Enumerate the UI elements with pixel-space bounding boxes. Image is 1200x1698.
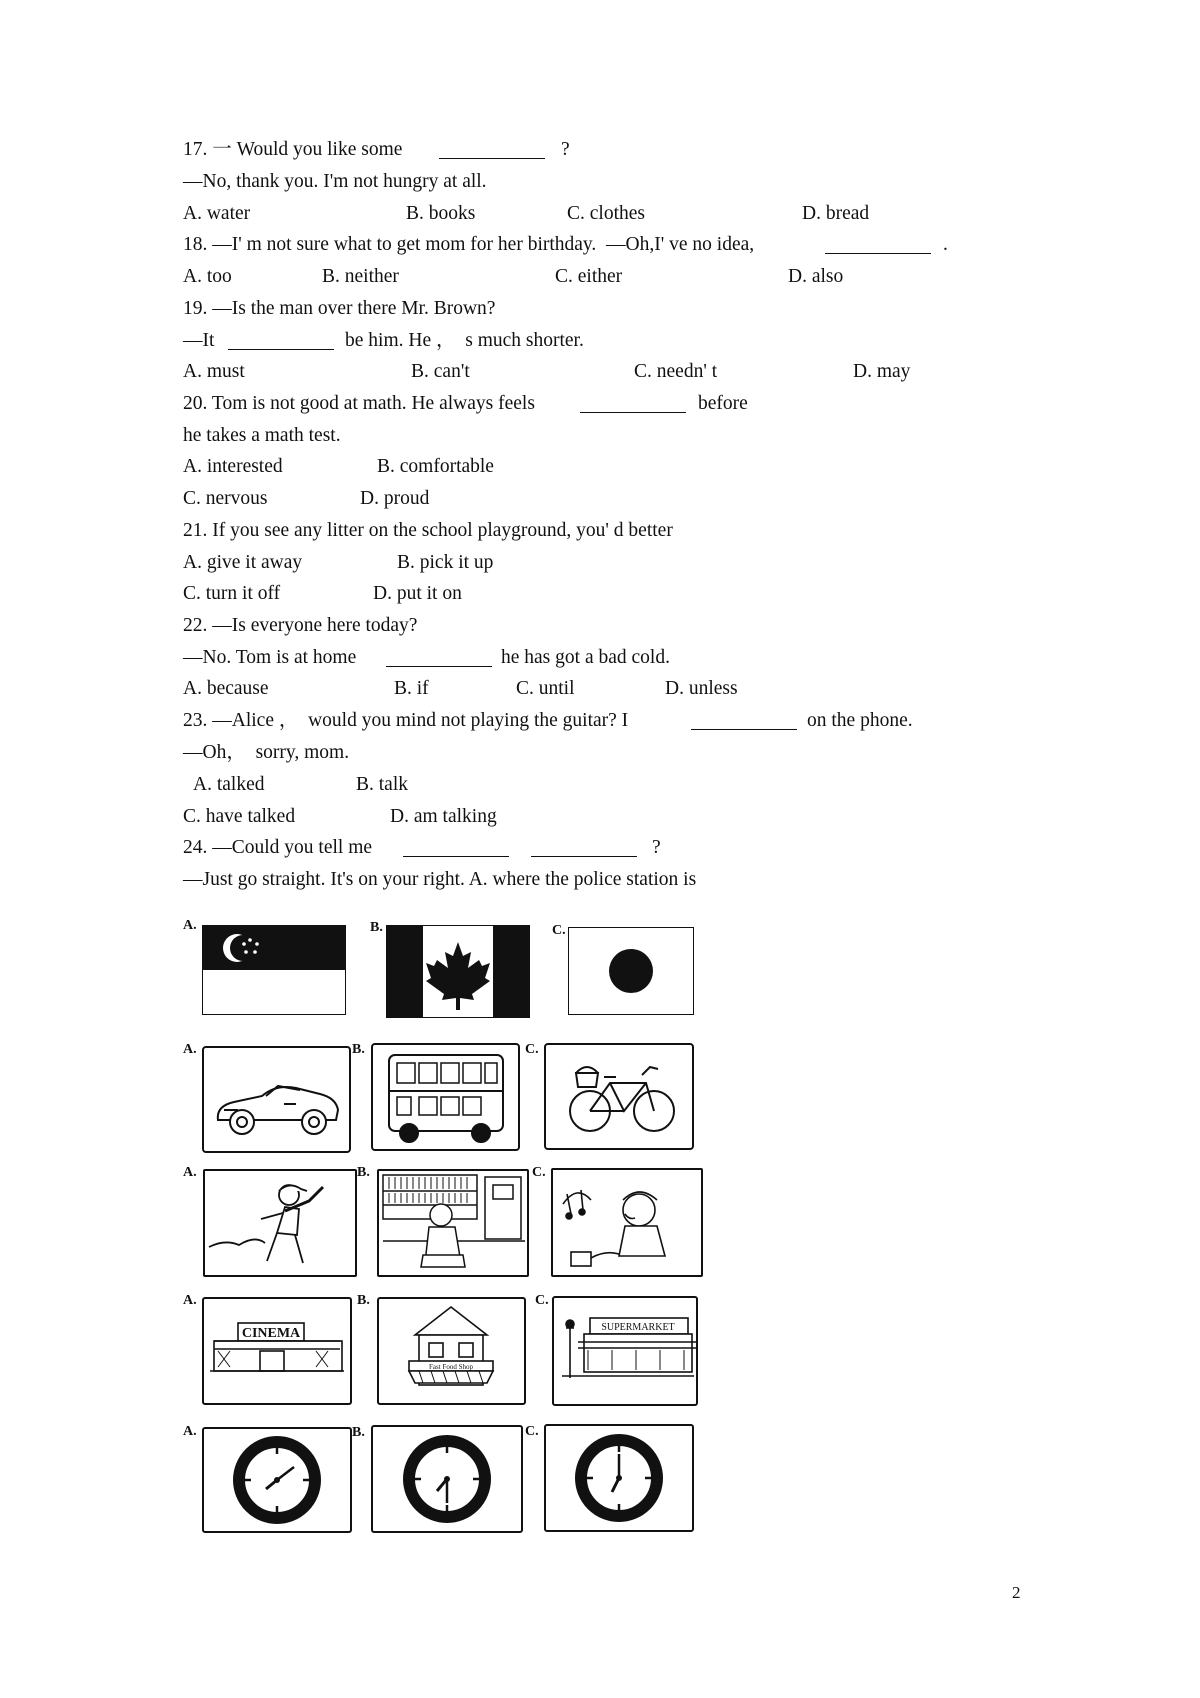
q20-blank[interactable] (580, 394, 686, 420)
row2-label-b: B. (352, 1042, 365, 1057)
q24-reply: —Just go straight. It's on your right. A. where the police station is (183, 869, 697, 890)
cinema-building-icon[interactable] (202, 1297, 352, 1405)
q17-option-a[interactable]: A. water (183, 203, 251, 224)
q20-stem: 20. Tom is not good at math. He always feels (183, 393, 535, 414)
q19-stem: 19. —Is the man over there Mr. Brown? (183, 298, 496, 319)
q23-option-c[interactable]: C. have talked (183, 806, 296, 827)
q19-reply-b: be him. He ， s much shorter. (345, 330, 584, 351)
row3-label-c: C. (532, 1165, 546, 1180)
q17-reply: —No, thank you. I'm not hungry at all. (183, 171, 487, 192)
q19-option-b[interactable]: B. can't (411, 361, 470, 382)
q18-option-b[interactable]: B. neither (322, 266, 399, 287)
q22-stem: 22. —Is everyone here today? (183, 615, 418, 636)
q24-stem: 24. —Could you tell me (183, 837, 373, 858)
q18-stem: 18. —I' m not sure what to get mom for her birthday. —Oh,I' ve no idea, (183, 234, 755, 255)
q19-blank[interactable] (228, 331, 334, 357)
fast-food-shop-icon[interactable] (377, 1297, 526, 1405)
row4-label-a: A. (183, 1293, 197, 1308)
row5-label-c: C. (525, 1424, 539, 1439)
q23-stem-b: on the phone. (807, 710, 913, 731)
q22-option-b[interactable]: B. if (394, 678, 429, 699)
car-icon[interactable] (202, 1046, 351, 1153)
row5-label-a: A. (183, 1424, 197, 1439)
q18-mark: . (943, 234, 948, 255)
q21-option-c[interactable]: C. turn it off (183, 583, 281, 604)
q24-blank-1[interactable] (403, 838, 509, 864)
row3-label-a: A. (183, 1165, 197, 1180)
page-number: 2 (1012, 1583, 1021, 1602)
q17-stem: 17. 一 Would you like some (183, 139, 403, 160)
q23-option-b[interactable]: B. talk (356, 774, 408, 795)
q22-option-d[interactable]: D. unless (665, 678, 738, 699)
clock-icon[interactable] (544, 1424, 694, 1532)
girl-reading-icon[interactable] (377, 1169, 529, 1277)
singapore-flag-icon[interactable] (202, 925, 346, 1015)
row1-label-a: A. (183, 918, 197, 933)
q18-blank[interactable] (825, 235, 931, 261)
q20-option-c[interactable]: C. nervous (183, 488, 268, 509)
row4-label-c: C. (535, 1293, 549, 1308)
girl-listening-music-icon[interactable] (551, 1168, 703, 1277)
q24-mark: ? (652, 837, 661, 858)
q18-option-c[interactable]: C. either (555, 266, 623, 287)
fast-food-sign-text: Fast Food Shop (429, 1363, 473, 1371)
q20-option-b[interactable]: B. comfortable (377, 456, 494, 477)
q21-option-a[interactable]: A. give it away (183, 552, 303, 573)
clock-icon[interactable] (202, 1427, 352, 1533)
row4-label-b: B. (357, 1293, 370, 1308)
double-decker-bus-icon[interactable] (371, 1043, 520, 1151)
q19-option-c[interactable]: C. needn' t (634, 361, 718, 382)
q22-option-a[interactable]: A. because (183, 678, 269, 699)
q23-reply: —Oh， sorry, mom. (183, 742, 350, 763)
q23-option-a[interactable]: A. talked (193, 774, 265, 795)
q24-blank-2[interactable] (531, 838, 637, 864)
japan-flag-icon[interactable] (568, 927, 694, 1015)
q23-blank[interactable] (691, 711, 797, 737)
q22-option-c[interactable]: C. until (516, 678, 575, 699)
q19-option-a[interactable]: A. must (183, 361, 245, 382)
supermarket-building-icon[interactable] (552, 1296, 698, 1406)
q17-option-b[interactable]: B. books (406, 203, 476, 224)
q19-reply-a: —It (183, 330, 215, 351)
q22-reply-b: he has got a bad cold. (501, 647, 670, 668)
q20-option-a[interactable]: A. interested (183, 456, 283, 477)
canada-flag-icon[interactable] (386, 925, 530, 1018)
q17-option-d[interactable]: D. bread (802, 203, 870, 224)
q23-option-d[interactable]: D. am talking (390, 806, 497, 827)
q20-stem-b: before (698, 393, 748, 414)
row2-label-a: A. (183, 1042, 197, 1057)
q23-stem: 23. —Alice ， would you mind not playing the guitar? I (183, 710, 629, 731)
q21-option-b[interactable]: B. pick it up (397, 552, 494, 573)
q22-blank[interactable] (386, 648, 492, 674)
q18-option-a[interactable]: A. too (183, 266, 232, 287)
supermarket-sign-text: SUPERMARKET (601, 1322, 675, 1333)
q17-option-c[interactable]: C. clothes (567, 203, 645, 224)
q18-option-d[interactable]: D. also (788, 266, 844, 287)
q22-reply-a: —No. Tom is at home (183, 647, 357, 668)
q21-stem: 21. If you see any litter on the school playground, you' d better (183, 520, 673, 541)
cinema-sign-text: CINEMA (241, 1326, 301, 1341)
bicycle-icon[interactable] (544, 1043, 694, 1150)
baseball-player-icon[interactable] (203, 1169, 357, 1277)
row2-label-c: C. (525, 1042, 539, 1057)
q17-mark: ? (561, 139, 570, 160)
q20-stem-c: he takes a math test. (183, 425, 341, 446)
clock-icon[interactable] (371, 1425, 523, 1533)
q17-blank[interactable] (439, 140, 545, 166)
row5-label-b: B. (352, 1425, 365, 1440)
row1-label-b: B. (370, 920, 383, 935)
q21-option-d[interactable]: D. put it on (373, 583, 462, 604)
row3-label-b: B. (357, 1165, 370, 1180)
q20-option-d[interactable]: D. proud (360, 488, 430, 509)
q19-option-d[interactable]: D. may (853, 361, 911, 382)
row1-label-c: C. (552, 923, 566, 938)
